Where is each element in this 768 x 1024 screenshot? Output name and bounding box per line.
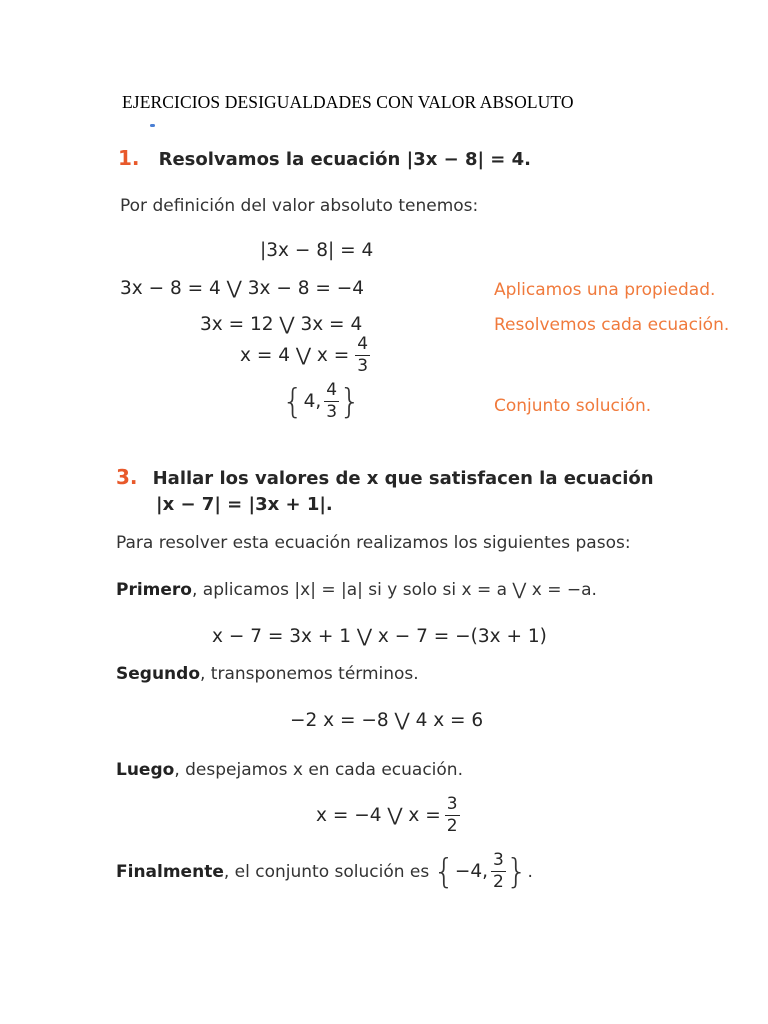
problem1-set-numerator: 4	[326, 380, 338, 400]
problem3-step1-label: Primero	[116, 580, 192, 600]
problem3-step4	[116, 852, 533, 891]
problem3-step3-denominator: 2	[446, 816, 458, 836]
problem1-number: 1.	[118, 146, 140, 170]
problem1-set-fraction	[324, 382, 339, 421]
problem1-eq4-fraction	[355, 336, 370, 375]
problem1-heading-text: Resolvamos la ecuación |3x − 8| = 4.	[158, 149, 532, 170]
problem1-solution-set	[282, 382, 361, 421]
problem3-final-denominator: 2	[493, 872, 504, 892]
problem3-step4-label: Finalmente	[116, 861, 224, 882]
problem3-number: 3.	[116, 465, 138, 489]
problem3-step2-label: Segundo	[116, 664, 200, 684]
problem3-step2	[116, 664, 419, 684]
problem1-eq4-denominator: 3	[357, 356, 369, 376]
problem3-final-period: .	[527, 861, 533, 882]
problem3-intro: Para resolver esta ecuación realizamos los siguientes pasos:	[116, 533, 631, 553]
problem3-step3-equation	[316, 796, 460, 835]
problem3-step4-text: , el conjunto solución es	[223, 861, 430, 882]
problem1-set-denominator: 3	[326, 402, 338, 422]
problem1-note1: Aplicamos una propiedad.	[494, 280, 716, 300]
problem3-final-first: −4,	[454, 861, 489, 882]
problem3-step1-text: , aplicamos |x| = |a| si y solo si x = a ⋁ x = −a.	[191, 580, 597, 600]
document-title: EJERCICIOS DESIGUALDADES CON VALOR ABSOLUTO	[122, 92, 574, 112]
problem3-step3-label: Luego	[116, 760, 175, 780]
problem3-heading-line2: |x − 7| = |3x + 1|.	[156, 494, 333, 515]
problem3-step2-equation: −2 x = −8 ⋁ 4 x = 6	[290, 710, 484, 731]
problem3-step3-numerator: 3	[446, 794, 458, 814]
problem1-set-first: 4,	[303, 391, 322, 412]
problem3-final-close-brace: }	[505, 851, 528, 892]
problem3-heading-line1: Hallar los valores de x que satisfacen la ecuación	[152, 468, 654, 489]
problem3-step3-fraction	[445, 796, 460, 835]
problem3-final-numerator: 3	[493, 850, 504, 870]
problem3-final-set	[433, 852, 527, 891]
problem1-eq3: 3x = 12 ⋁ 3x = 4	[200, 314, 363, 335]
problem1-eq4	[240, 336, 370, 375]
problem1-eq1: |3x − 8| = 4	[260, 240, 374, 261]
problem3-step1-equation: x − 7 = 3x + 1 ⋁ x − 7 = −(3x + 1)	[212, 626, 547, 647]
decorative-mark	[150, 124, 155, 127]
problem1-heading	[118, 146, 531, 170]
problem1-intro: Por definición del valor absoluto tenemos:	[120, 196, 479, 216]
problem1-set-open-brace: {	[282, 381, 304, 422]
problem3-step1	[116, 580, 597, 600]
problem3-step3-left: x = −4 ⋁ x =	[316, 805, 441, 826]
problem1-eq4-numerator: 4	[357, 334, 369, 354]
problem3-final-open-brace: {	[433, 851, 455, 892]
problem1-set-close-brace: }	[339, 381, 361, 422]
problem1-eq4-left: x = 4 ⋁ x =	[240, 345, 350, 366]
problem3-step2-text: , transponemos términos.	[200, 664, 419, 684]
problem1-eq2: 3x − 8 = 4 ⋁ 3x − 8 = −4	[120, 278, 365, 299]
problem3-step3	[116, 760, 463, 780]
problem1-note2: Resolvemos cada ecuación.	[494, 315, 730, 335]
problem3-final-fraction	[491, 852, 506, 891]
problem3-step3-text: , despejamos x en cada ecuación.	[174, 760, 463, 780]
problem1-note3: Conjunto solución.	[494, 396, 652, 416]
problem3-heading	[116, 465, 654, 489]
